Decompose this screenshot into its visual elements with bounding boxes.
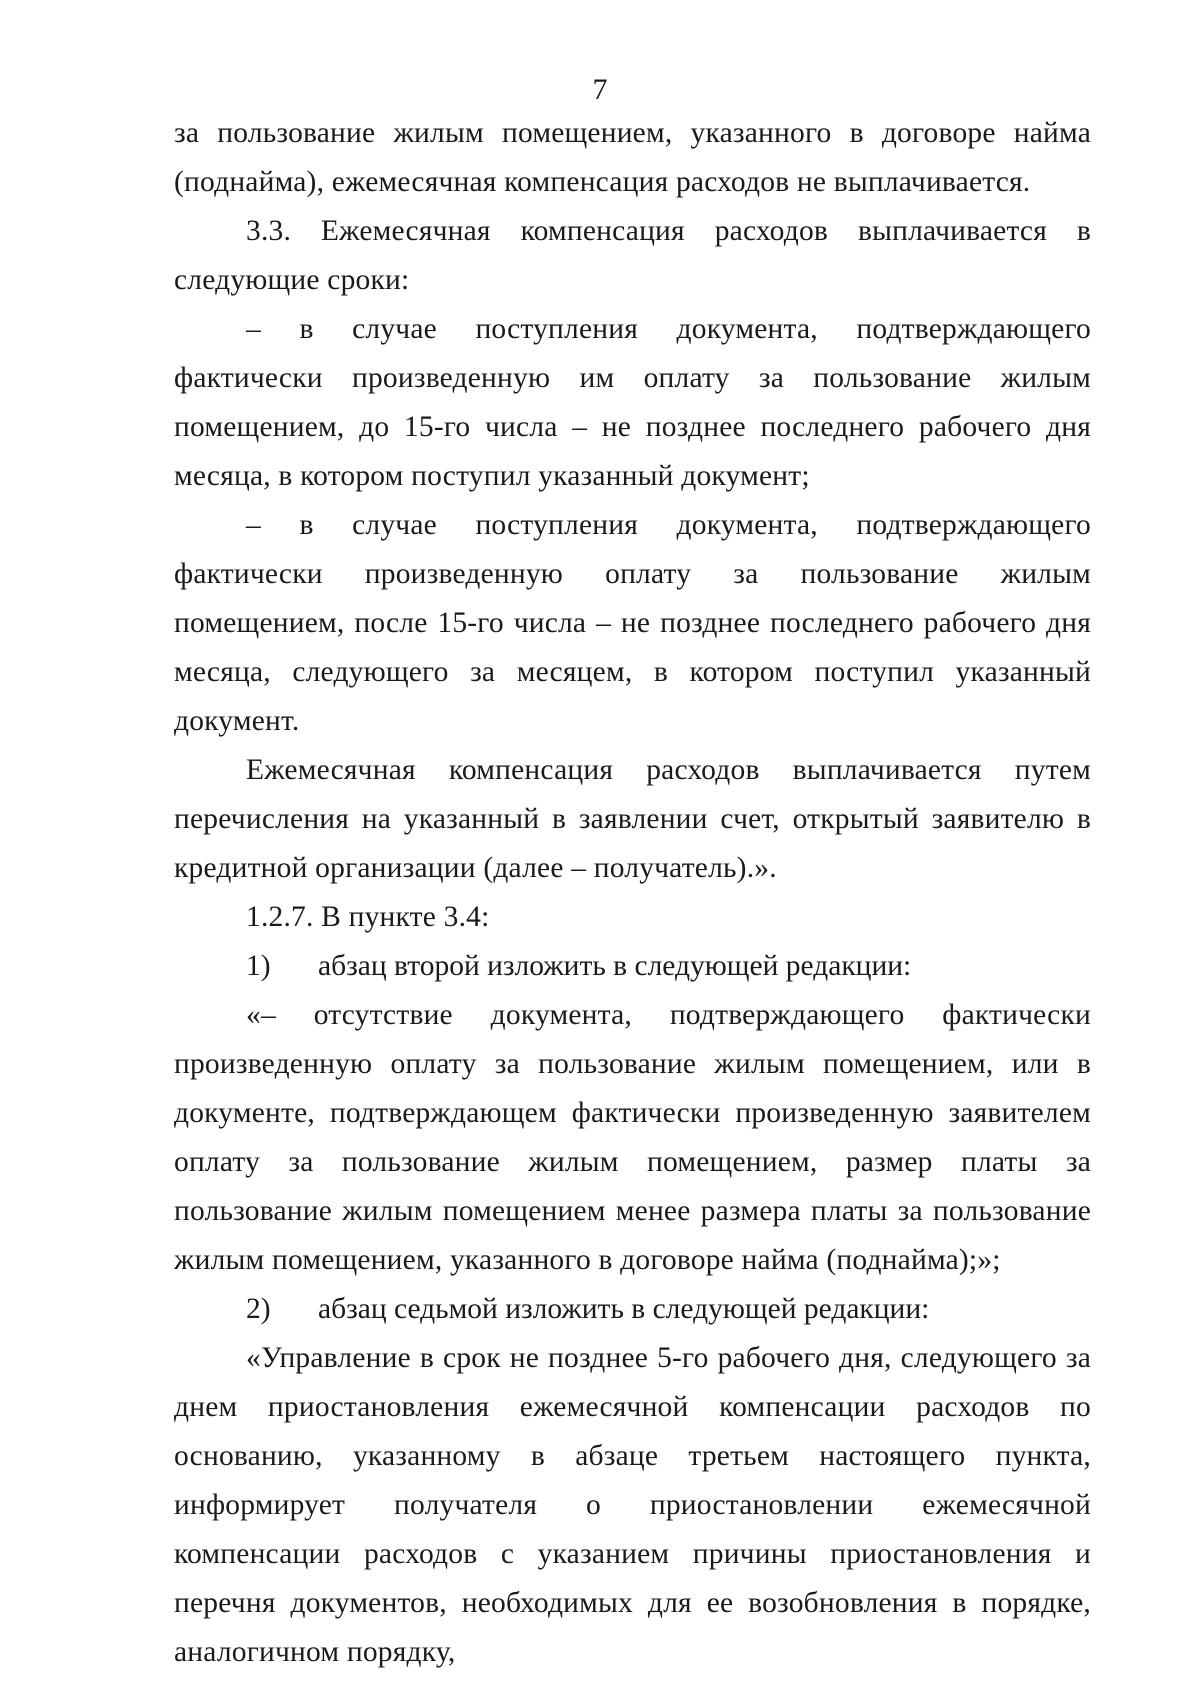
paragraph-dash-before-15: – в случае поступления документа, подтверждающего фактически произведенную им оплату за пользование жилым помещением, до 15-го числа – не позднее последнего рабочего дня месяца, в котором поступил указанный документ;: [174, 313, 1091, 492]
page-number: 7: [592, 73, 608, 106]
paragraph-payment-method: Ежемесячная компенсация расходов выплачивается путем перечисления на указанный в заявлении счет, открытый заявителю в кредитной организации (далее – получатель).».: [174, 754, 1091, 884]
paragraph-continuation: за пользование жилым помещением, указанного в договоре найма (поднайма), ежемесячная компенсация расходов не выплачивается.: [174, 117, 1091, 198]
paragraph-quoted-absence: «– отсутствие документа, подтверждающего фактически произведенную оплату за пользование жилым помещением, или в документе, подтверждающем фактически произведенную заявителем оплату за пользование жилым помещением, размер платы за пользование жилым помещением менее размера платы за пользование жилым помещением, указанного в договоре найма (поднайма);»;: [174, 999, 1091, 1276]
paragraph-1-2-7: 1.2.7. В пункте 3.4:: [246, 901, 490, 933]
list-item-text: абзац седьмой изложить в следующей редакции:: [318, 1293, 930, 1325]
document-body: [174, 109, 1091, 1677]
list-item-1: [174, 942, 1091, 991]
list-item-number: 1): [246, 950, 271, 982]
paragraph-quoted-management: «Управление в срок не позднее 5-го рабочего дня, следующего за днем приостановления ежемесячной компенсации расходов по основанию, указанному в абзаце третьем настоящего пункта, информирует получателя о приостановлении ежемесячной компенсации расходов с указанием причины приостановления и перечня документов, необходимых для ее возобновления в порядке, аналогичном порядку,: [174, 1342, 1091, 1668]
list-item-text: абзац второй изложить в следующей редакции:: [318, 950, 912, 982]
list-item-number: 2): [246, 1293, 271, 1325]
paragraph-3-3: 3.3. Ежемесячная компенсация расходов выплачивается в следующие сроки:: [174, 215, 1091, 296]
list-item-2: [174, 1285, 1091, 1334]
paragraph-dash-after-15: – в случае поступления документа, подтверждающего фактически произведенную оплату за пользование жилым помещением, после 15-го числа – не позднее последнего рабочего дня месяца, следующего за месяцем, в котором поступил указанный документ.: [174, 509, 1091, 737]
